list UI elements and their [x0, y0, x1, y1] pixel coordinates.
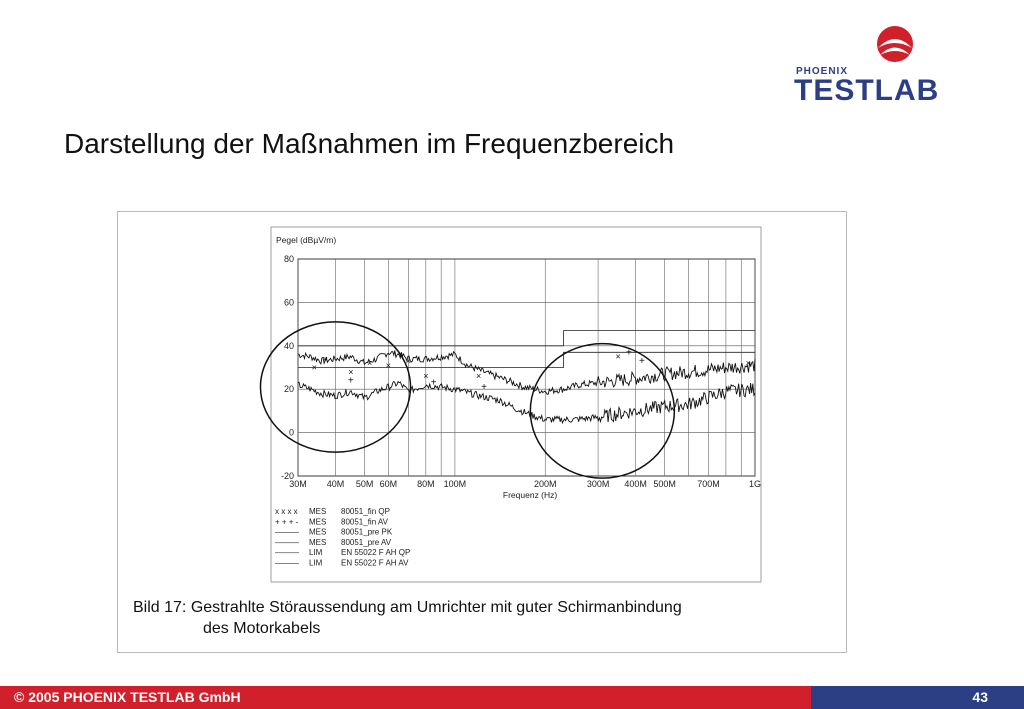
- x-tick-label: 1G: [748, 479, 762, 489]
- x-tick-label: 500M: [653, 479, 676, 489]
- footer-blue-block: [811, 686, 1024, 709]
- y-tick-label: 0: [288, 427, 294, 438]
- legend-type: LIM: [309, 558, 323, 568]
- x-tick-label: 30M: [289, 479, 307, 489]
- emission-chart: [118, 212, 846, 652]
- x-tick-label: 40M: [326, 479, 345, 489]
- x-tick-label: 400M: [624, 479, 647, 489]
- y-tick-label: 60: [283, 297, 294, 308]
- logo-small-text: PHOENIX: [796, 66, 849, 77]
- series-80051-fin-av-point: +: [430, 377, 437, 389]
- x-tick-label: 700M: [697, 479, 720, 489]
- x-tick-label: 60M: [379, 479, 398, 489]
- x-axis-label: Frequenz (Hz): [502, 490, 558, 500]
- series-80051-fin-av-point: +: [347, 375, 354, 387]
- caption-line-2: des Motorkabels: [203, 620, 321, 637]
- series-80051-fin-av-point: +: [625, 347, 632, 359]
- x-tick-label: 80M: [417, 479, 435, 489]
- legend-marker: ———: [275, 558, 299, 568]
- legend-name: 80051_pre AV: [341, 537, 392, 547]
- legend-marker: x x x x: [275, 507, 298, 516]
- legend-type: LIM: [309, 548, 323, 558]
- x-tick-label: 100M: [443, 479, 467, 489]
- series-80051-fin-qp-point: ×: [615, 351, 621, 362]
- series-80051-fin-qp-point: ×: [745, 358, 751, 369]
- legend-name: 80051_fin QP: [341, 507, 390, 516]
- legend-type: MES: [309, 537, 327, 547]
- legend-type: MES: [309, 507, 327, 516]
- series-80051-fin-qp-point: ×: [322, 353, 328, 364]
- series-80051-fin-qp-point: ×: [476, 371, 482, 382]
- series-80051-fin-av-point: +: [639, 355, 645, 367]
- legend-name: EN 55022 F AH QP: [341, 548, 411, 558]
- footer-bar: [0, 686, 1024, 709]
- figure-frame: [117, 211, 847, 653]
- legend-name: EN 55022 F AH AV: [341, 558, 409, 568]
- series-80051-fin-av-point: +: [481, 382, 487, 394]
- footer-copyright: © 2005 PHOENIX TESTLAB GmbH: [14, 689, 241, 705]
- series-80051-fin-qp-point: ×: [311, 362, 317, 373]
- y-tick-label: 20: [283, 384, 294, 395]
- series-80051-fin-qp-point: ×: [423, 371, 429, 382]
- legend-name: 80051_fin AV: [341, 517, 389, 527]
- y-axis-label: Pegel (dBµV/m): [276, 235, 337, 245]
- legend-marker: ———: [275, 548, 299, 558]
- legend-type: MES: [309, 527, 327, 537]
- series-80051-fin-qp-point: ×: [348, 366, 354, 377]
- caption-line-1: Bild 17: Gestrahlte Störaussendung am Umrichter mit guter Schirmanbindung: [133, 599, 682, 616]
- y-tick-label: 40: [283, 340, 294, 351]
- figure-caption: [133, 597, 682, 639]
- logo-emblem-icon: [877, 26, 913, 62]
- x-tick-label: 50M: [355, 479, 374, 489]
- phoenix-testlab-logo: [790, 22, 990, 107]
- logo-main-text: TESTLAB: [794, 74, 940, 107]
- page-number: 43: [972, 689, 988, 705]
- series-80051-fin-qp-point: ×: [367, 358, 373, 369]
- series-80051-fin-qp-point: ×: [385, 360, 391, 371]
- slide-title: Darstellung der Maßnahmen im Frequenzbereich: [64, 128, 675, 159]
- legend-marker: ———: [275, 537, 299, 547]
- legend-type: MES: [309, 517, 327, 527]
- x-tick-label: 200M: [533, 479, 557, 489]
- legend-name: 80051_pre PK: [341, 527, 393, 537]
- series-80051-fin-qp-point: ×: [405, 355, 412, 366]
- legend-marker: + + + -: [275, 517, 299, 527]
- legend-marker: ———: [275, 527, 299, 537]
- y-tick-label: -20: [280, 471, 294, 481]
- x-tick-label: 300M: [586, 479, 610, 489]
- y-tick-label: 80: [283, 254, 294, 264]
